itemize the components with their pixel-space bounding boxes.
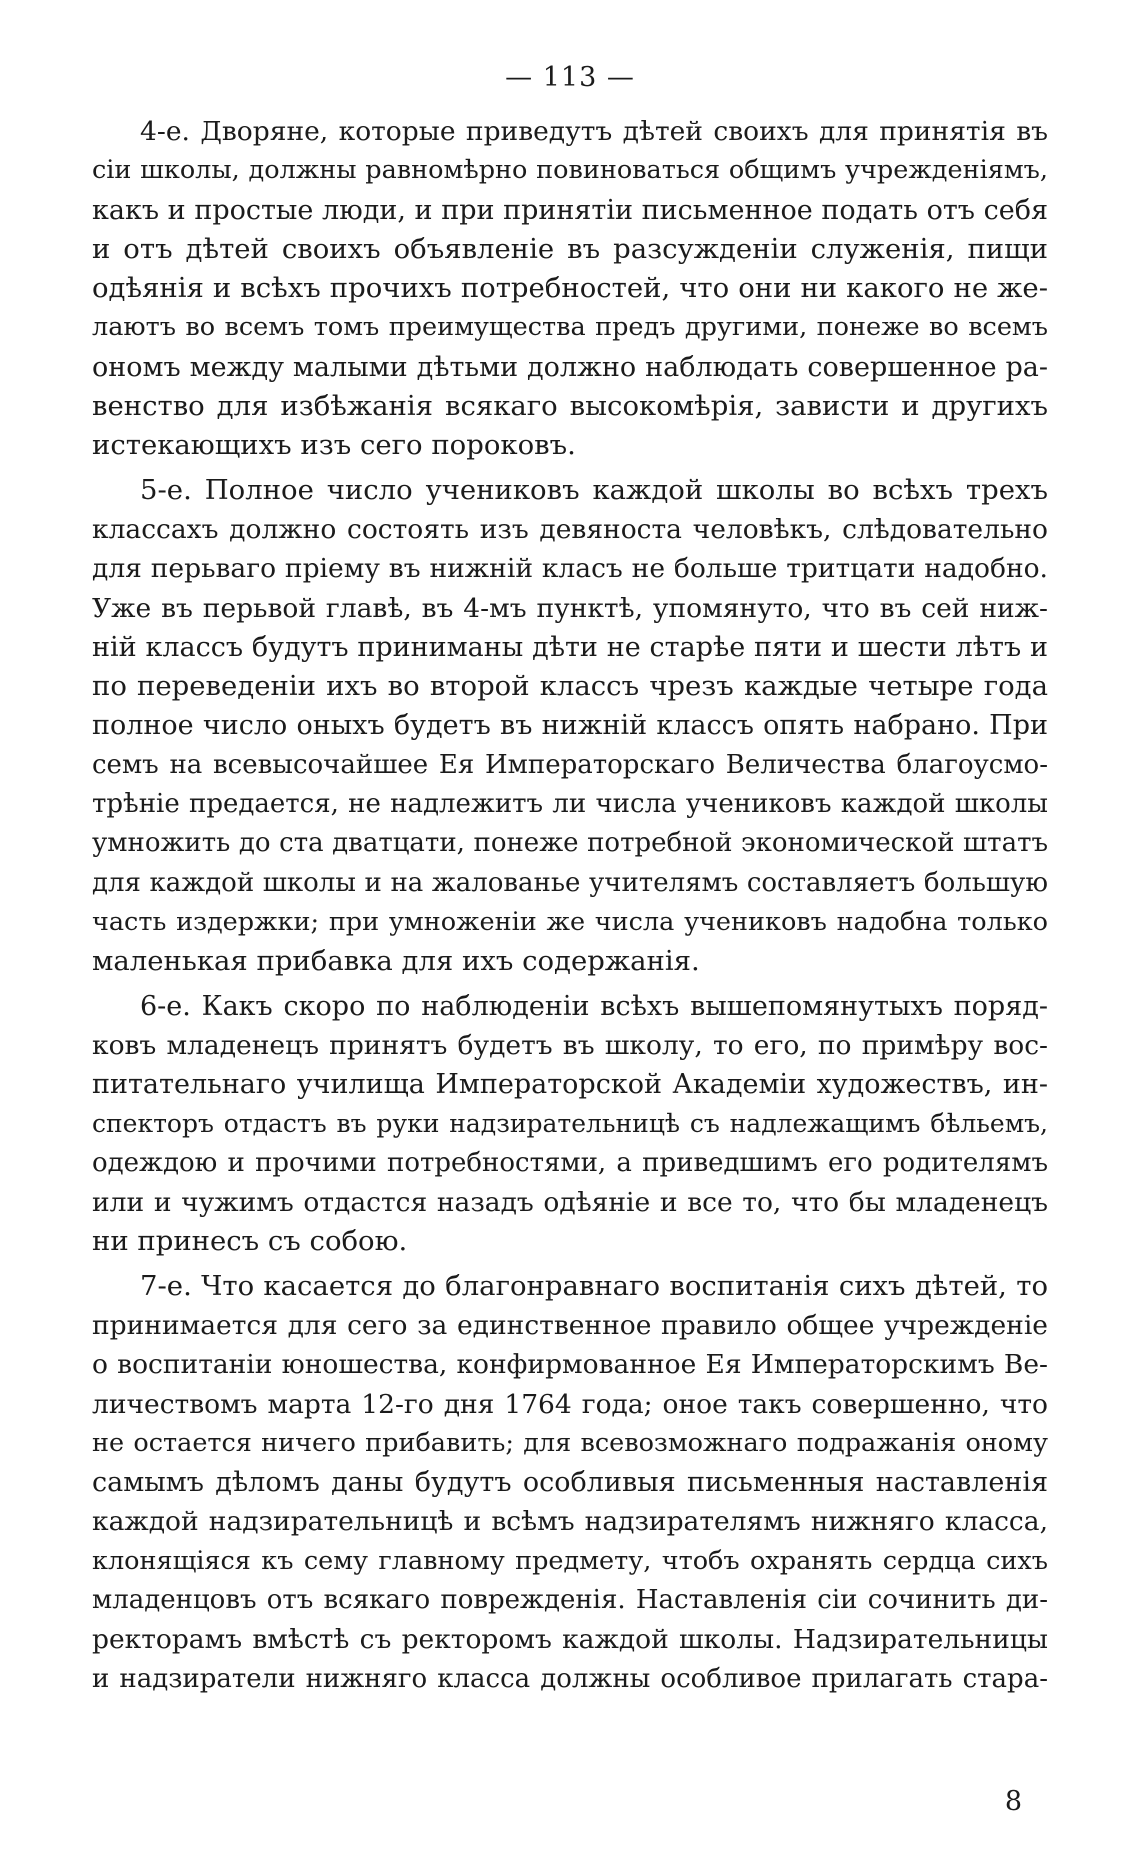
text-line: какъ и простые люди, и при принятіи письменное подать отъ себя: [92, 194, 1048, 226]
text-line: 6-е. Какъ скоро по наблюденіи всѣхъ вышепомянутыхъ поряд-: [140, 990, 1048, 1022]
text-line: по переведеніи ихъ во второй классъ чрезъ каждые четыре года: [92, 670, 1048, 703]
text-line: Уже въ перьвой главѣ, въ 4-мъ пунктѣ, упомянуто, что въ сей ниж-: [92, 592, 1048, 624]
text-line: и надзиратели нижняго класса должны особливое прилагать стара-: [92, 1663, 1048, 1694]
text-line: для перьваго пріему въ нижній класъ не больше тритцати надобно.: [92, 553, 1048, 585]
text-line: младенцовъ отъ всякаго поврежденія. Наставленія сіи сочинить ди-: [92, 1584, 1048, 1615]
text-line: ній классъ будутъ приниманы дѣти не старѣе пяти и шести лѣтъ и: [92, 631, 1048, 663]
body-text: [92, 112, 1048, 1704]
text-line: семъ на всевысочайшее Ея Императорскаго Величества благоусмо-: [92, 749, 1048, 780]
text-line: венство для избѣжанія всякаго высокомѣрія, зависти и другихъ: [92, 390, 1048, 423]
text-line: классахъ должно состоять изъ девяноста человѣкъ, слѣдовательно: [92, 513, 1048, 545]
text-line: для каждой школы и на жалованье учителямъ составляетъ большую: [92, 867, 1048, 898]
text-line: маленькая прибавка для ихъ содержанія.: [92, 945, 700, 978]
text-line: трѣніе предается, не надлежитъ ли числа учениковъ каждой школы: [92, 789, 1048, 820]
paragraph-5: [92, 471, 1048, 982]
text-line: истекающихъ изъ сего пороковъ.: [92, 429, 576, 462]
text-line: часть издержки; при умноженіи же числа учениковъ надобна только: [92, 906, 1048, 937]
page-number: — 113 —: [505, 62, 635, 93]
text-line: умножить до ста дватцати, понеже потребной экономической штатъ: [92, 828, 1048, 859]
text-line: принимается для сего за единственное правило общее учрежденіе: [92, 1309, 1048, 1341]
text-line: клонящіяся къ сему главному предмету, чтобъ охранять сердца сихъ: [92, 1545, 1048, 1576]
text-line: ни принесъ съ собою.: [92, 1225, 408, 1258]
paragraph-6: [92, 987, 1048, 1262]
text-line: полное число оныхъ будетъ въ нижній классъ опять набрано. При: [92, 710, 1048, 742]
text-line: 4-е. Дворяне, которые приведутъ дѣтей своихъ для принятія въ: [140, 116, 1048, 147]
paragraph-7: [92, 1267, 1048, 1699]
text-line: или и чужимъ отдастся назадъ одѣяніе и все то, что бы младенецъ: [92, 1187, 1048, 1219]
text-line: каждой надзирательницѣ и всѣмъ надзирателямъ нижняго класса,: [92, 1506, 1048, 1538]
text-line: личествомъ марта 12-го дня 1764 года; оное такъ совершенно, что: [92, 1388, 1048, 1420]
text-line: ономъ между малыми дѣтьми должно наблюдать совершенное ра-: [92, 351, 1048, 383]
text-line: о воспитаніи юношества, конфирмованное Ея Императорскимъ Ве-: [92, 1349, 1048, 1381]
text-line: питательнаго училища Императорской Академіи художествъ, ин-: [92, 1069, 1048, 1101]
text-line: не остается ничего прибавить; для всевозможнаго подражанія оному: [92, 1427, 1048, 1458]
text-line: сіи школы, должны равномѣрно повиноваться общимъ учрежденіямъ,: [92, 155, 1048, 186]
text-line: одеждою и прочими потребностями, а приведшимъ его родителямъ: [92, 1147, 1048, 1178]
text-line: лаютъ во всемъ томъ преимущества предъ другими, понеже во всемъ: [92, 312, 1048, 343]
text-line: спекторъ отдастъ въ руки надзирательницѣ съ надлежащимъ бѣльемъ,: [92, 1109, 1048, 1139]
text-line: и отъ дѣтей своихъ объявленіе въ разсужденіи служенія, пищи: [92, 232, 1048, 265]
text-line: 7-е. Что касается до благонравнаго воспитанія сихъ дѣтей, то: [140, 1269, 1048, 1302]
text-line: самымъ дѣломъ даны будутъ особливыя письменныя наставленія: [92, 1467, 1048, 1499]
text-line: ректорамъ вмѣстѣ съ ректоромъ каждой школы. Надзирательницы: [92, 1624, 1048, 1656]
text-line: 5-е. Полное число учениковъ каждой школы во всѣхъ трехъ: [140, 473, 1048, 506]
paragraph-4: [92, 112, 1048, 466]
text-line: одѣянія и всѣхъ прочихъ потребностей, что они ни какого не же-: [92, 272, 1048, 305]
signature-mark: 8: [1004, 1786, 1022, 1817]
text-line: ковъ младенецъ принятъ будетъ въ школу, то его, по примѣру вос-: [92, 1029, 1048, 1061]
